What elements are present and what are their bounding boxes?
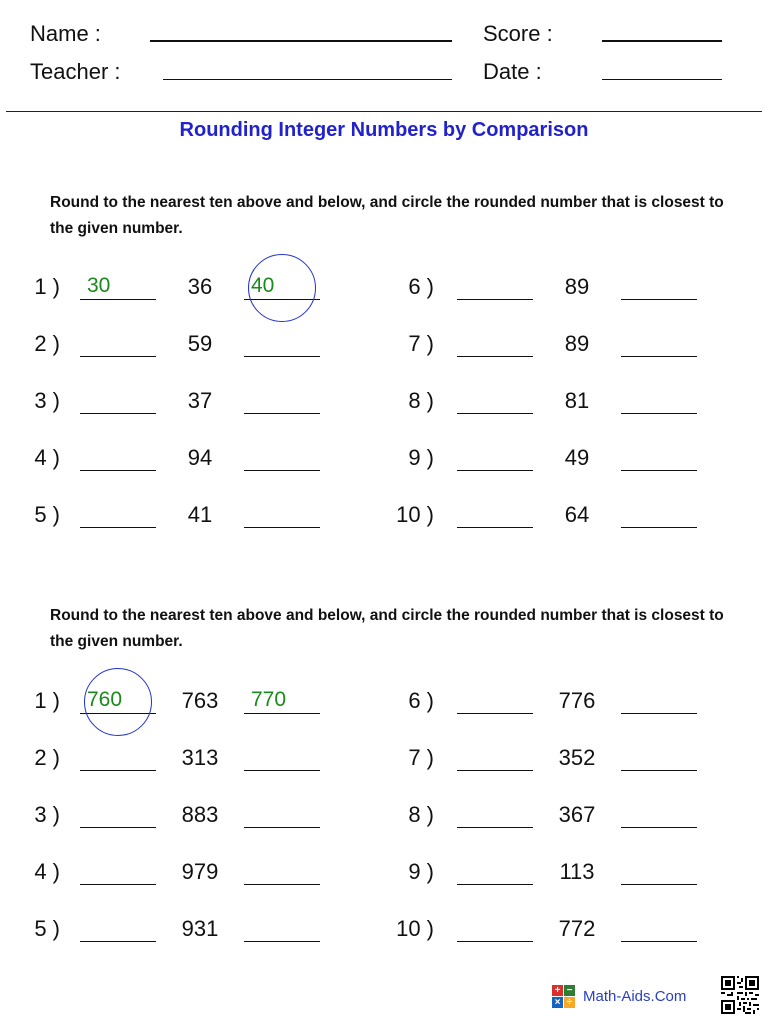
name-label: Name :	[30, 21, 101, 46]
given-number: 313	[181, 745, 219, 770]
given-number: 59	[187, 331, 213, 356]
page-title: Rounding Integer Numbers by Comparison	[179, 119, 589, 141]
date-label: Date :	[483, 59, 542, 84]
answer-circle	[248, 254, 316, 322]
answer-above-field[interactable]	[244, 683, 320, 714]
answer-above-field[interactable]	[621, 740, 697, 771]
given-number: 772	[558, 916, 596, 941]
math-aids-logo-icon: + − × ÷	[552, 985, 576, 1009]
answer-above-field[interactable]	[244, 740, 320, 771]
answer-below-field[interactable]	[80, 911, 156, 942]
problem-number: 4 )	[34, 859, 60, 884]
section-2-instructions: Round to the nearest ten above and below, and circle the rounded number that is closest to the given number.	[50, 607, 724, 650]
answer-above-field[interactable]	[621, 326, 697, 357]
answer-above-field[interactable]	[621, 497, 697, 528]
given-number: 89	[564, 331, 590, 356]
answer-above-field[interactable]	[621, 683, 697, 714]
answer-above-field[interactable]	[621, 383, 697, 414]
date-field[interactable]	[602, 79, 722, 80]
qr-code-icon	[721, 976, 759, 1014]
answer-above-field[interactable]	[621, 269, 697, 300]
score-field[interactable]	[602, 40, 722, 42]
answer-below-field[interactable]	[80, 497, 156, 528]
answer-below-field[interactable]	[457, 440, 533, 471]
answer-above-field[interactable]	[244, 797, 320, 828]
answer-circle	[84, 668, 152, 736]
given-number: 36	[187, 274, 213, 299]
given-number: 64	[564, 502, 590, 527]
answer-above-field[interactable]	[244, 440, 320, 471]
problem-number: 8 )	[408, 802, 434, 827]
problem-number: 6 )	[408, 688, 434, 713]
given-number: 49	[564, 445, 590, 470]
teacher-label: Teacher :	[30, 59, 121, 84]
answer-below-field[interactable]	[457, 497, 533, 528]
problem-number: 1 )	[34, 274, 60, 299]
answer-below-field[interactable]	[80, 854, 156, 885]
answer-below-value: 30	[87, 274, 111, 297]
answer-above-field[interactable]	[621, 911, 697, 942]
answer-above-field[interactable]	[244, 854, 320, 885]
problem-number: 9 )	[408, 445, 434, 470]
answer-above-value: 40	[251, 274, 275, 297]
given-number: 352	[558, 745, 596, 770]
answer-below-field[interactable]	[80, 269, 156, 300]
given-number: 89	[564, 274, 590, 299]
problem-number: 10 )	[396, 502, 434, 527]
answer-below-field[interactable]	[457, 854, 533, 885]
score-label: Score :	[483, 21, 553, 46]
problem-number: 5 )	[34, 502, 60, 527]
section-1-instructions: Round to the nearest ten above and below, and circle the rounded number that is closest to the given number.	[50, 194, 724, 237]
problem-number: 9 )	[408, 859, 434, 884]
problem-number: 7 )	[408, 745, 434, 770]
problem-number: 1 )	[34, 688, 60, 713]
answer-above-field[interactable]	[621, 797, 697, 828]
given-number: 41	[187, 502, 213, 527]
answer-below-field[interactable]	[457, 383, 533, 414]
given-number: 367	[558, 802, 596, 827]
name-field[interactable]	[150, 40, 452, 42]
problem-number: 6 )	[408, 274, 434, 299]
given-number: 113	[559, 859, 595, 884]
given-number: 776	[558, 688, 596, 713]
given-number: 37	[187, 388, 213, 413]
answer-below-field[interactable]	[457, 911, 533, 942]
problem-number: 5 )	[34, 916, 60, 941]
problem-number: 2 )	[34, 331, 60, 356]
problem-number: 2 )	[34, 745, 60, 770]
given-number: 979	[181, 859, 219, 884]
answer-above-field[interactable]	[244, 497, 320, 528]
answer-below-field[interactable]	[457, 683, 533, 714]
teacher-field[interactable]	[163, 79, 452, 80]
header-divider	[6, 111, 762, 112]
answer-below-field[interactable]	[457, 740, 533, 771]
given-number: 763	[181, 688, 219, 713]
answer-above-field[interactable]	[244, 326, 320, 357]
answer-below-field[interactable]	[457, 326, 533, 357]
answer-below-field[interactable]	[80, 326, 156, 357]
answer-below-field[interactable]	[80, 383, 156, 414]
answer-above-field[interactable]	[621, 854, 697, 885]
answer-below-value: 760	[87, 688, 123, 711]
answer-below-field[interactable]	[457, 269, 533, 300]
given-number: 931	[181, 916, 219, 941]
answer-below-field[interactable]	[457, 797, 533, 828]
footer-site-link[interactable]: Math-Aids.Com	[583, 988, 687, 1005]
answer-above-field[interactable]	[244, 911, 320, 942]
answer-above-field[interactable]	[621, 440, 697, 471]
problem-number: 8 )	[408, 388, 434, 413]
problem-number: 10 )	[396, 916, 434, 941]
given-number: 94	[187, 445, 213, 470]
problem-number: 3 )	[34, 388, 60, 413]
given-number: 883	[181, 802, 219, 827]
problem-number: 7 )	[408, 331, 434, 356]
answer-below-field[interactable]	[80, 740, 156, 771]
problem-number: 3 )	[34, 802, 60, 827]
given-number: 81	[564, 388, 590, 413]
answer-below-field[interactable]	[80, 440, 156, 471]
answer-above-value: 770	[251, 688, 287, 711]
problem-number: 4 )	[34, 445, 60, 470]
answer-above-field[interactable]	[244, 383, 320, 414]
answer-below-field[interactable]	[80, 797, 156, 828]
